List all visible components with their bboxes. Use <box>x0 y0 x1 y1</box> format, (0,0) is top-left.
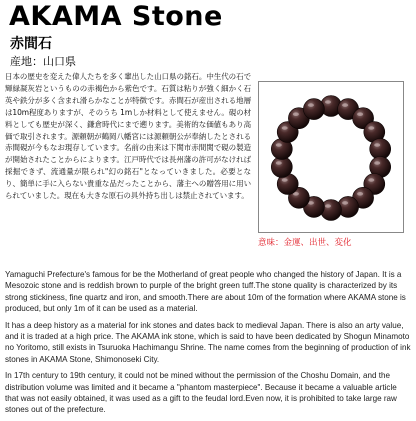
stone-name-kanji: 赤間石 <box>10 36 52 52</box>
english-paragraph-2: It has a deep history as a material for ink stones and dates back to medieval Japan. There is also an arty value, and it is traded at a high price. The AKAMA ink stone, which is said to have been dedicated by Shogun Minamoto no Yoritomo, still exists in Tsuruoka Hachimangu Shrine. The name comes from the beginning of production of ink stones in AKAMA Stone, Shimonoseki City. <box>5 320 411 364</box>
bead-highlight <box>368 178 374 182</box>
english-paragraph-1: Yamaguchi Prefecture's famous for be the Motherland of great people who changed the history of Japan. It is a Mesozoic stone and is reddish brown to purple of the bright green tuff.The stone quality is characterized by its strong stickiness, fine quartz and iron, and smooth.There are about 10m of the formation where AKAMA stone is produced, but only 1m of it can be used as a material. <box>5 270 406 314</box>
bead-highlight <box>368 126 374 130</box>
bead <box>303 99 324 120</box>
bead-highlight <box>308 103 314 107</box>
meaning-line <box>258 238 408 249</box>
bead-highlight <box>282 126 288 130</box>
bead-highlight <box>276 161 282 165</box>
page-title: AKAMA Stone <box>9 1 223 32</box>
bead-highlight <box>342 201 348 205</box>
description-japanese: 日本の歴史を変えた偉人たちを多く輩出した山口県の銘石。中生代の石で輝緑凝灰岩というものの赤褐色から紫色です。石質は粘りが強く細かく石英や鉄分が多く含まれ滑らかなことが特徴です。赤間石が産出される地層は10m程度ありますが、そのうち 1mしか材料として使えません。硯の材料としても歴史が深く、鎌倉時代にまで遡ります。美術的な価値もあり高価で取引されます。源頼朝が鶴岡八幡宮には源頼朝公が奉納したとされる赤間硯が今もなお現存しています。名前の由来は下関市赤間関で硯の製造が開始されたことからによります。江戸時代では長州藩の許可がなければ採掘できず、流通量が限られ"幻の銘石"となっていきました。必要となり、簡単に手に入らない貴重な品だったことから、藩主への贈答用に用いられていました。現在も大きな原石の具外持ち出しは禁止されています。 <box>5 72 251 201</box>
english-paragraph-3: In 17th century to 19th century, it could not be mined without the permission of the Choshu Domain, and the distribution volume was limited and it became a "phantom masterpiece". Because it became a valuable article that was not easily obtained, it was used as a gift to the feudal lord.Even now, it is prohibited to take large raw stones out of the prefecture. <box>5 371 397 415</box>
meaning-label: 意味： <box>258 238 284 248</box>
bead-highlight <box>293 112 299 116</box>
bead-highlight <box>325 100 331 104</box>
bead-highlight <box>357 192 363 196</box>
meaning-values: 金運、出世、変化 <box>283 238 352 248</box>
bead-highlight <box>374 161 380 165</box>
origin-label: 産地：山口県 <box>10 55 76 68</box>
bead-highlight <box>325 204 331 208</box>
bead-highlight <box>282 178 288 182</box>
bead-highlight <box>374 143 380 147</box>
description-english <box>5 269 411 421</box>
bracelet-photo <box>258 81 404 233</box>
bead-highlight <box>357 112 363 116</box>
bracelet-image <box>259 82 403 232</box>
bead-highlight <box>342 103 348 107</box>
bead-highlight <box>276 143 282 147</box>
